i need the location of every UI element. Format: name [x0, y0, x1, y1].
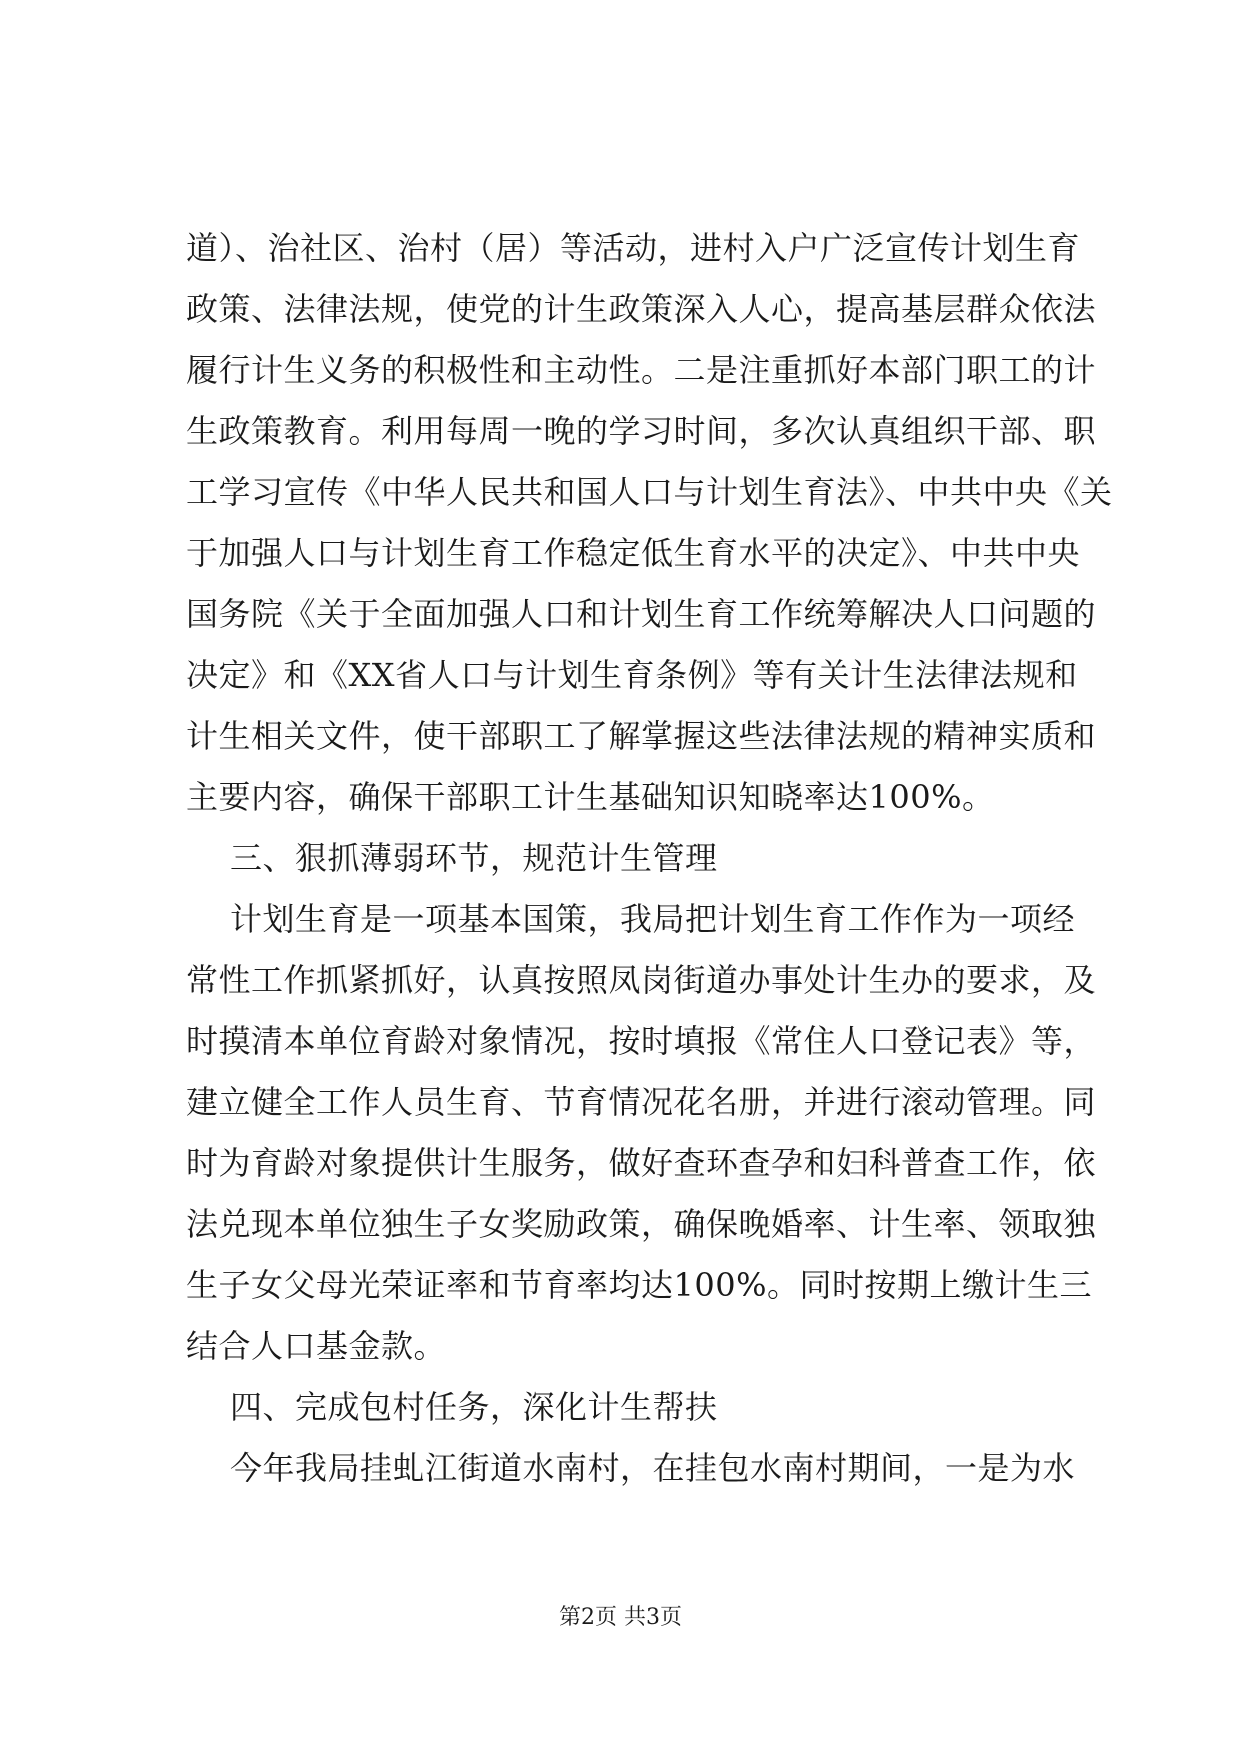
- body-line: 国务院《关于全面加强人口和计划生育工作统筹解决人口问题的: [186, 595, 1097, 633]
- body-line: 常性工作抓紧抓好，认真按照凤岗街道办事处计生办的要求，及: [186, 961, 1097, 999]
- body-line: 法兑现本单位独生子女奖励政策，确保晚婚率、计生率、领取独: [186, 1205, 1097, 1243]
- body-line: 工学习宣传《中华人民共和国人口与计划生育法》、中共中央《关: [186, 473, 1113, 511]
- body-line: 履行计生义务的积极性和主动性。二是注重抓好本部门职工的计: [186, 351, 1097, 389]
- body-line: 生子女父母光荣证率和节育率均达100%。同时按期上缴计生三: [186, 1266, 1092, 1304]
- section-heading: 三、狠抓薄弱环节，规范计生管理: [230, 839, 718, 877]
- body-line: 主要内容，确保干部职工计生基础知识知晓率达100%。: [186, 778, 995, 816]
- body-line: 计划生育是一项基本国策，我局把计划生育工作作为一项经: [230, 900, 1076, 938]
- body-line: 结合人口基金款。: [186, 1327, 447, 1365]
- body-line: 计生相关文件，使干部职工了解掌握这些法律法规的精神实质和: [186, 717, 1097, 755]
- body-line: 时摸清本单位育龄对象情况，按时填报《常住人口登记表》等，: [186, 1022, 1097, 1060]
- body-line: 决定》和《XX省人口与计划生育条例》等有关计生法律法规和: [186, 656, 1078, 694]
- body-line: 道）、治社区、治村（居）等活动，进村入户广泛宣传计划生育: [186, 229, 1081, 267]
- page-footer: 第2页 共3页: [559, 1605, 682, 1630]
- body-line: 政策、法律法规，使党的计生政策深入人心，提高基层群众依法: [186, 290, 1097, 328]
- body-line: 建立健全工作人员生育、节育情况花名册，并进行滚动管理。同: [186, 1083, 1097, 1121]
- section-heading: 四、完成包村任务，深化计生帮扶: [230, 1388, 718, 1426]
- body-line: 于加强人口与计划生育工作稳定低生育水平的决定》、中共中央: [186, 534, 1081, 572]
- body-line: 生政策教育。利用每周一晚的学习时间，多次认真组织干部、职: [186, 412, 1097, 450]
- body-line: 时为育龄对象提供计生服务，做好查环查孕和妇科普查工作，依: [186, 1144, 1097, 1182]
- body-line: 今年我局挂虬江街道水南村，在挂包水南村期间，一是为水: [230, 1449, 1076, 1487]
